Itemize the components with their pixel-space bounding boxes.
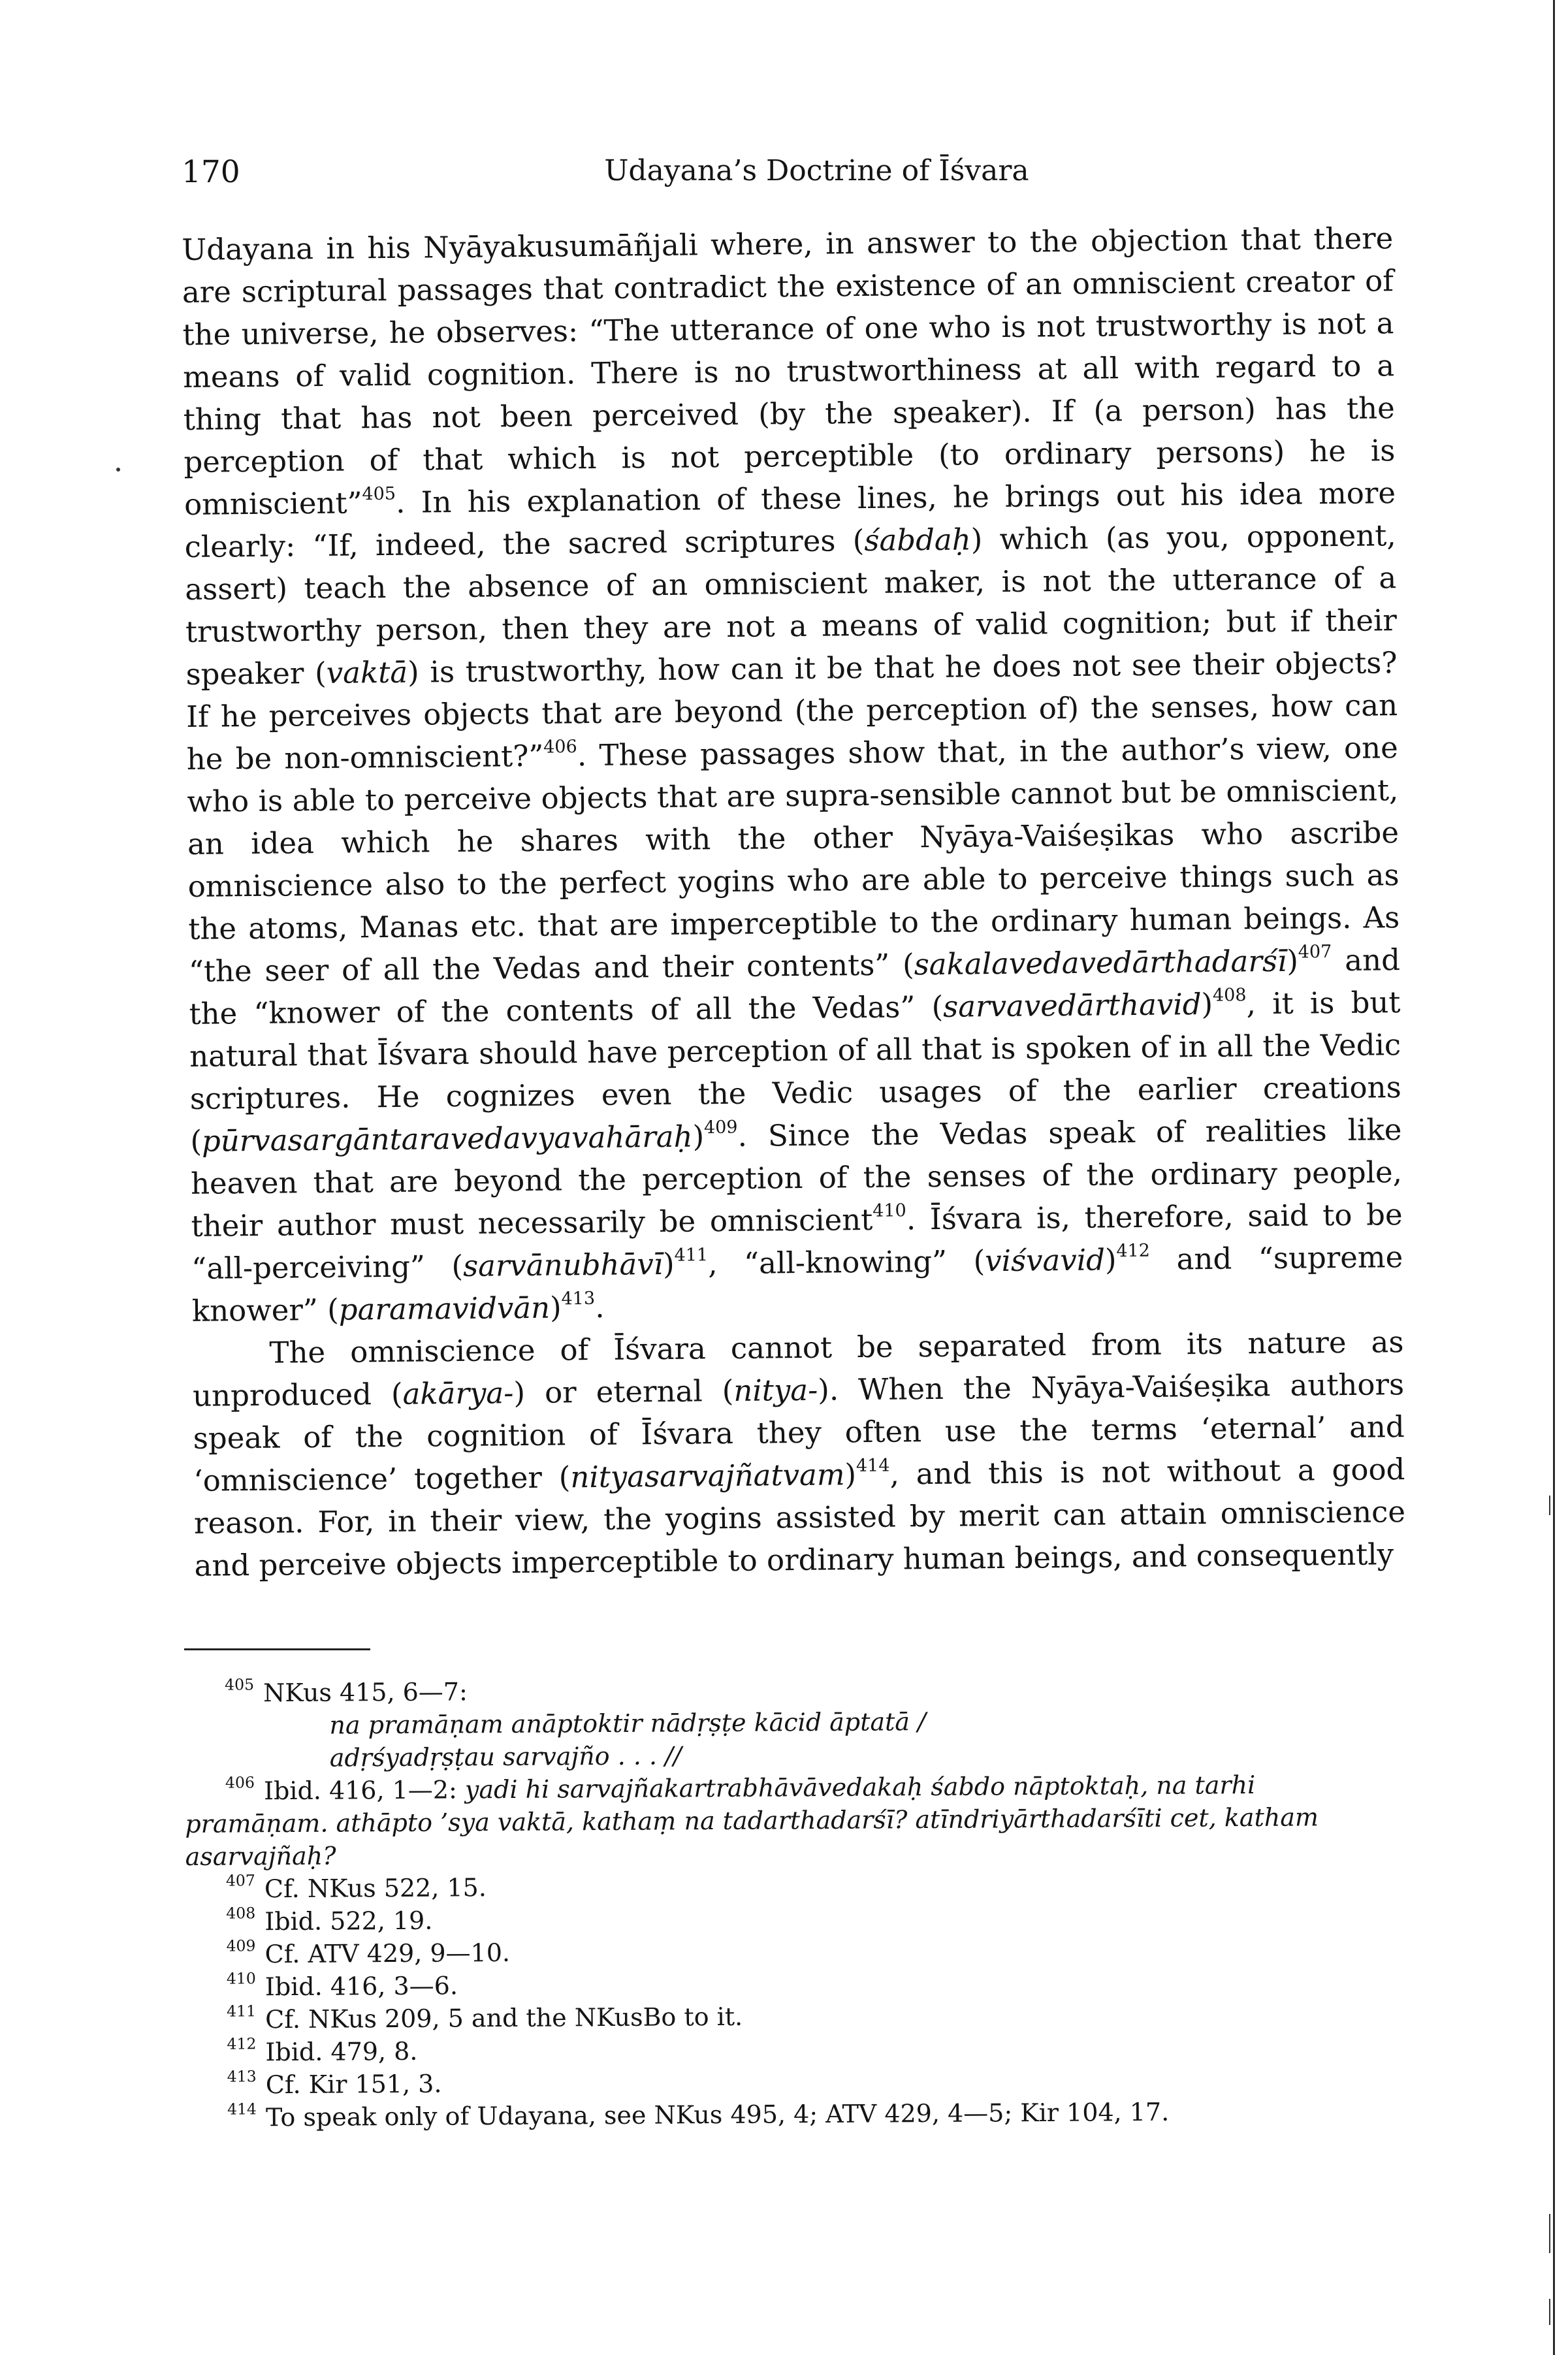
text-run: , “all-knowing” ( xyxy=(707,1243,985,1281)
sanskrit-term: sarvavedārthavid xyxy=(942,987,1202,1024)
text-run: ) xyxy=(1287,943,1299,978)
footnote-ref: 407 xyxy=(1298,941,1332,963)
footnote-number: 409 xyxy=(226,1936,256,1955)
footnote-number: 406 xyxy=(225,1773,255,1792)
text-run: . Since the Vedas speak of realities like heaven that are beyond the perception of the senses of the ordinary people, their author must necessarily be omniscient xyxy=(190,1112,1403,1243)
text-run: ) xyxy=(662,1246,675,1281)
footnote-text: Ibid. 522, 19. xyxy=(264,1906,433,1936)
sanskrit-term: śabdaḥ xyxy=(864,522,971,558)
scan-edge-line xyxy=(1553,0,1555,2355)
text-run: . xyxy=(594,1289,605,1324)
sanskrit-term: pūrvasargāntaravedavyavahāraḥ xyxy=(201,1119,693,1159)
text-run: ) which (as you, opponent, assert) teach the absence of an omniscient maker, is not the utterance of a trustworthy person, then they are not a means of valid cognition; but if their speaker ( xyxy=(185,518,1398,692)
footnote-number: 412 xyxy=(227,2034,257,2053)
text-run: ) xyxy=(1201,986,1213,1022)
scan-edge-mark xyxy=(1549,2214,1550,2253)
margin-dot xyxy=(116,468,120,472)
footnote-rule xyxy=(184,1648,370,1650)
footnote-ref: 409 xyxy=(703,1117,738,1138)
footnote-number: 405 xyxy=(224,1675,255,1694)
text-run: ). When the Nyāya-Vaiśeṣika authors speak of the cognition of Īśvara they often use the terms ‘eternal’ and ‘omniscience’ together ( xyxy=(193,1367,1405,1498)
footnote-406 xyxy=(185,1768,1397,1873)
text-run: and “supreme knower” ( xyxy=(191,1240,1403,1328)
footnote-text: Cf. ATV 429, 9—10. xyxy=(264,1938,511,1969)
main-text xyxy=(182,217,1406,1587)
text-run: ) xyxy=(844,1457,857,1492)
paragraph xyxy=(182,217,1403,1332)
sanskrit-term: paramavidvān xyxy=(338,1290,551,1327)
sanskrit-term: viśvavid xyxy=(984,1242,1106,1279)
text-run: . These passages show that, in the author’s view, one who is able to perceive objects that are supra-sensible cannot but be omniscient, an idea which he shares with the other Nyāya-Vaiśeṣikas who ascribe omniscience also to the perfect yogins who are able to perceive things such as the atoms, Manas etc. that are imperceptible to the ordinary human beings. As “the seer of all the Vedas and their contents” ( xyxy=(187,730,1400,989)
sanskrit-term: nitya- xyxy=(733,1372,818,1408)
footnote-text: Ibid. 416, 3—6. xyxy=(264,1971,458,2002)
footnote-text: Ibid. 479, 8. xyxy=(265,2036,418,2067)
footnote-ref: 413 xyxy=(561,1288,596,1309)
paragraph xyxy=(192,1321,1406,1587)
footnote-number: 414 xyxy=(227,2100,257,2119)
text-run: , and this is not without a good reason. For, in their view, the yogins assisted by merit can attain omniscience and perceive objects imperceptible to ordinary human beings, and consequently xyxy=(193,1452,1406,1583)
footnote-number: 407 xyxy=(225,1871,255,1890)
text-run: , it is but natural that Īśvara should have perception of all that is spoken of in all the Vedic scriptures. He cognizes even the Vedic usages of the earlier creations ( xyxy=(189,985,1401,1159)
text-run: ) or eternal ( xyxy=(513,1373,734,1411)
footnote-ref: 406 xyxy=(543,736,577,758)
footnote-text: Ibid. 416, 1—2: xyxy=(263,1775,466,1806)
footnote-ref: 412 xyxy=(1116,1240,1151,1262)
text-run: ) is trustworthy, how can it be that he does not see their objects? If he perceives objects that are beyond (the perception of) the senses, how can he be non-omniscient?” xyxy=(185,645,1398,777)
sanskrit-term: sakalavedavedārthadarśī xyxy=(914,943,1287,982)
text-run: ) xyxy=(692,1119,705,1154)
footnote-verse: na pramāṇam anāptoktir nādṛṣṭe kācid āptatā / xyxy=(329,1707,927,1740)
scan-edge-mark xyxy=(1549,1496,1550,1515)
footnote-text: Cf. NKus 522, 15. xyxy=(264,1873,487,1904)
footnote-number: 408 xyxy=(226,1904,256,1923)
footnote-quote: yadi hi sarvajñakartrabhāvāvedakaḥ śabdo nāptoktaḥ, na tarhi pramāṇam. athāpto ’sya vaktā, kathaṃ na tadarthadarśī? atīndriyārthadarśīti cet, katham asarvajñaḥ? xyxy=(185,1770,1319,1871)
footnote-verse: adṛśyadṛṣṭau sarvajño . . . // xyxy=(329,1741,682,1772)
footnote-text: Cf. Kir 151, 3. xyxy=(265,2069,442,2100)
footnote-number: 413 xyxy=(227,2067,257,2086)
footnote-number: 410 xyxy=(226,1969,256,1988)
footnote-number: 411 xyxy=(227,2002,257,2021)
footnote-ref: 408 xyxy=(1212,985,1247,1006)
footnote-ref: 414 xyxy=(856,1455,890,1476)
footnote-text: NKus 415, 6—7: xyxy=(263,1677,468,1708)
text-run: ) xyxy=(549,1290,562,1325)
text-run: and the “knower of the contents of all the Vedas” ( xyxy=(189,942,1401,1031)
footnote-ref: 411 xyxy=(674,1245,709,1266)
text-run: . In his explanation of these lines, he brings out his idea more clearly: “If, indeed, the sacred scriptures ( xyxy=(184,475,1396,564)
footnote-ref: 410 xyxy=(872,1200,906,1221)
sanskrit-term: akārya- xyxy=(402,1375,514,1411)
footnote-414 xyxy=(187,2094,1398,2134)
running-title: Udayana’s Doctrine of Īśvara xyxy=(604,154,1029,187)
sanskrit-term: vaktā xyxy=(326,654,408,690)
scan-edge-mark xyxy=(1549,2299,1550,2325)
footnote-ref: 405 xyxy=(362,483,396,505)
text-run: ) xyxy=(1104,1242,1117,1277)
footnotes xyxy=(184,1670,1398,2134)
footnote-text: Cf. NKus 209, 5 and the NKusBo to it. xyxy=(265,2002,743,2034)
text-run: The omniscience of Īśvara cannot be separated from its nature as unproduced ( xyxy=(192,1324,1404,1413)
sanskrit-term: sarvānubhāvī xyxy=(462,1246,664,1283)
text-run: . Īśvara is, therefore, said to be “all-perceiving” ( xyxy=(191,1197,1403,1286)
footnote-text: To speak only of Udayana, see NKus 495, 4; ATV 429, 4—5; Kir 104, 17. xyxy=(265,2097,1170,2132)
text-run: Udayana in his Nyāyakusumāñjali where, in answer to the objection that there are scriptural passages that contradict the existence of an omniscient creator of the universe, he observes: “The utterance of one who is not trustworthy is not a means of valid cognition. There is no trustworthiness at all with regard to a thing that has not been perceived (by the speaker). If (a person) has the perception of that which is not perceptible (to ordinary persons) he is omniscient” xyxy=(182,221,1396,522)
page-number: 170 xyxy=(182,154,240,190)
page-header xyxy=(182,154,1393,200)
sanskrit-term: nityasarvajñatvam xyxy=(570,1457,845,1495)
